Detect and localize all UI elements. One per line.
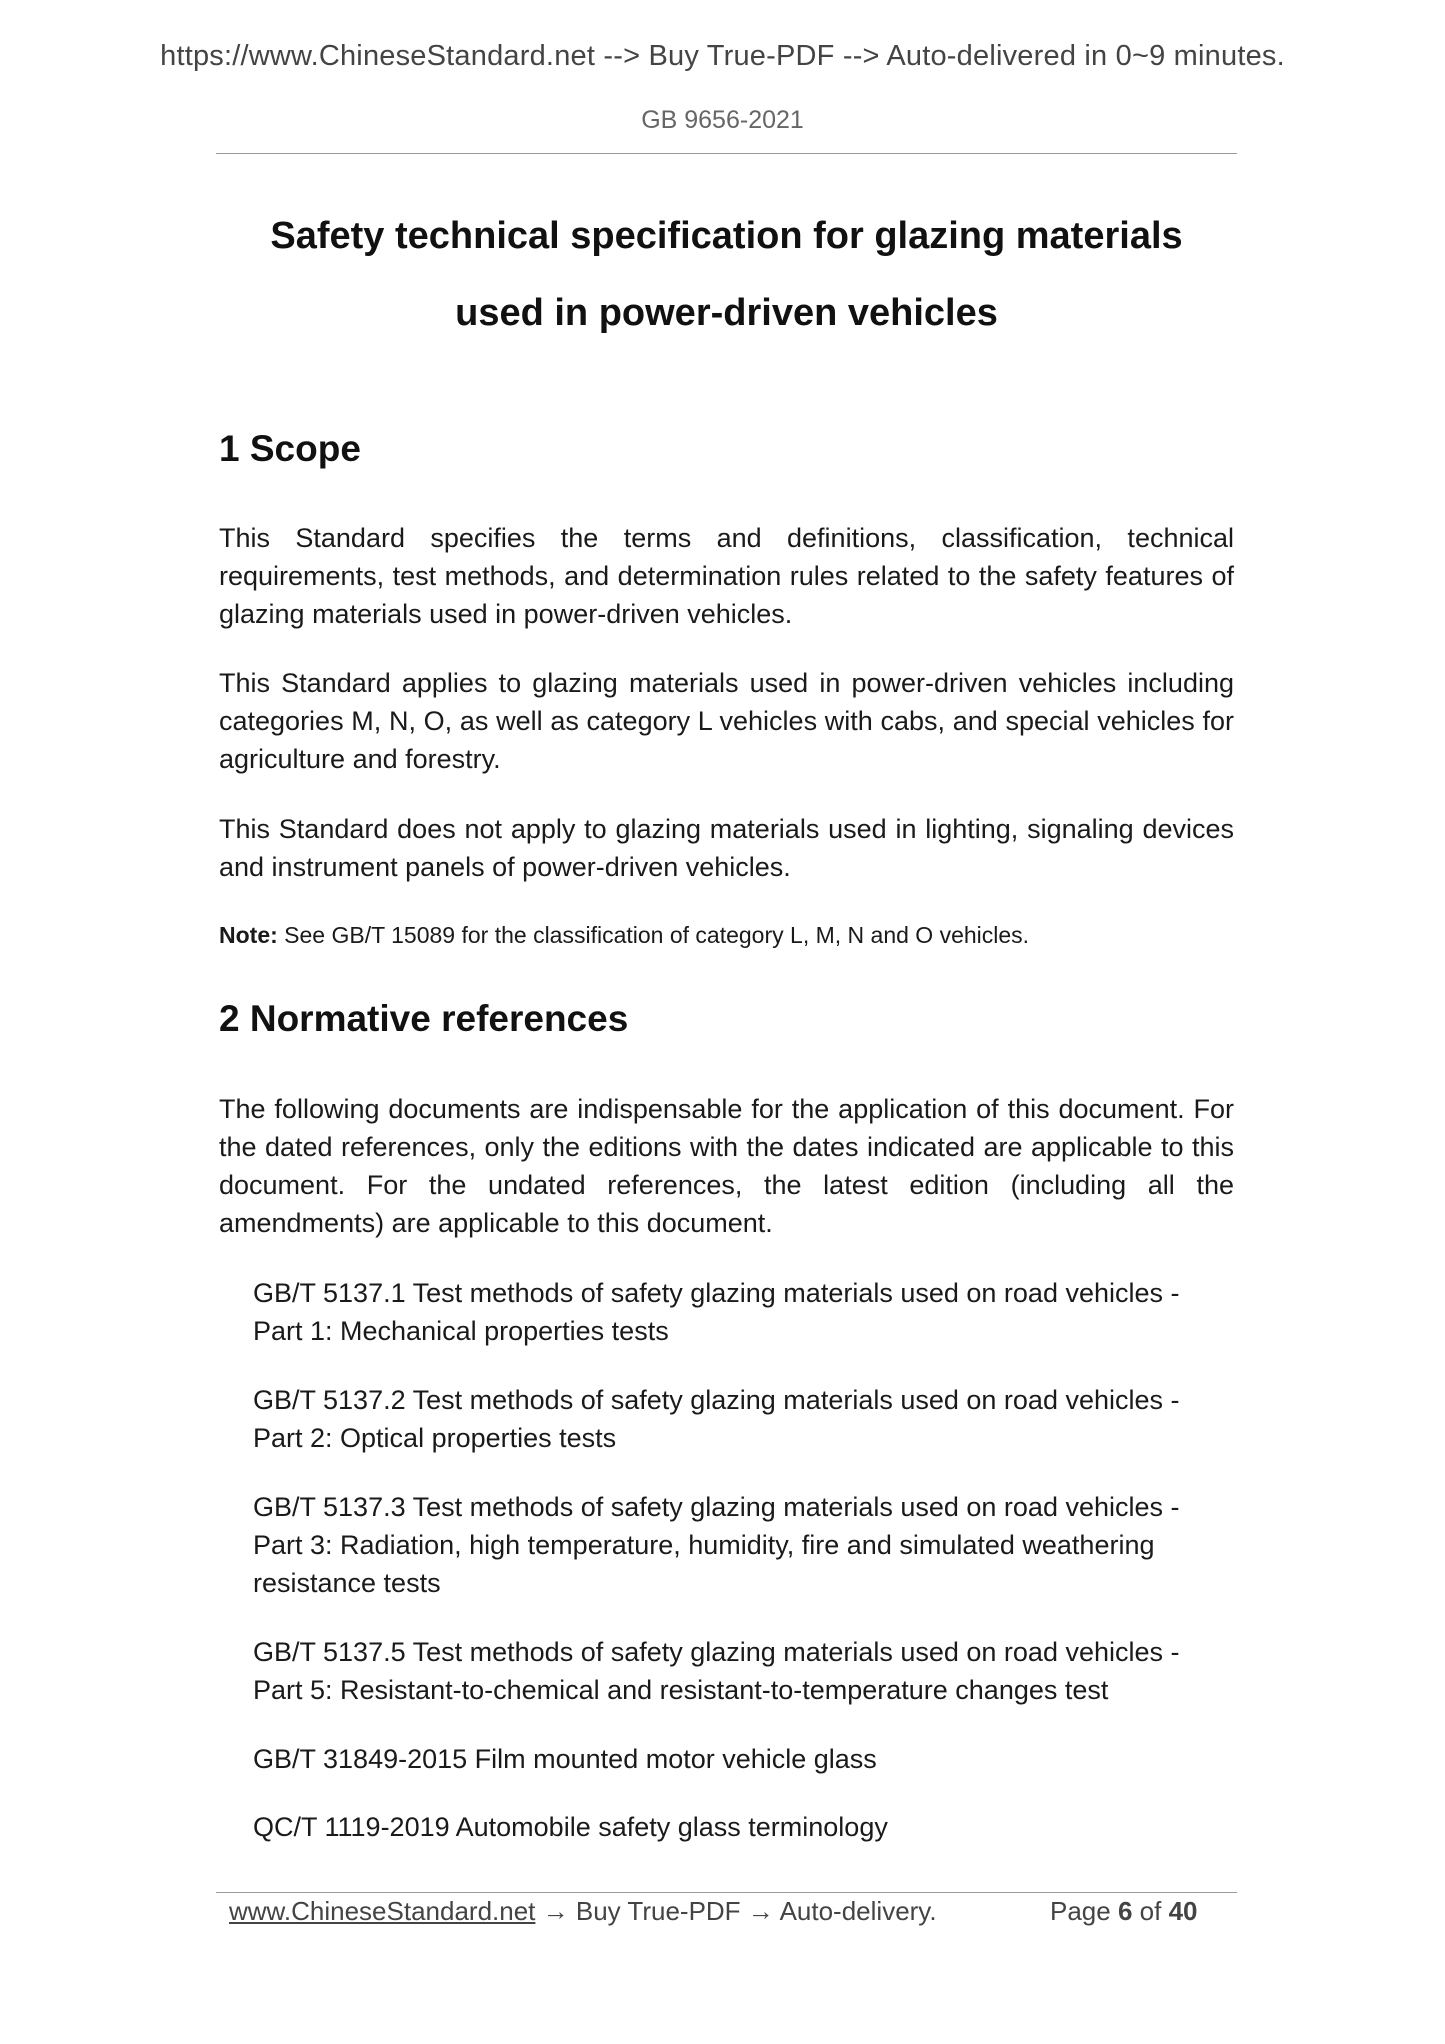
page-total: 40 [1168,1896,1198,1926]
reference-item: QC/T 1119-2019 Automobile safety glass terminology [253,1812,888,1842]
footer-promo-text: → Buy True-PDF → Auto-delivery. [535,1896,937,1926]
page-current: 6 [1117,1896,1133,1926]
scope-note [219,922,1029,949]
footer-site-link[interactable]: www.ChineseStandard.net [229,1896,536,1926]
header-divider [216,153,1237,154]
header-banner: https://www.ChineseStandard.net --> Buy True-PDF --> Auto-delivered in 0~9 minutes. [160,40,1285,72]
scope-paragraph-1: This Standard specifies the terms and definitions, classification, technical requirements, test methods, and determination rules related to the safety features of glazing materials used in power-driven vehicles. [219,523,1234,629]
reference-item: GB/T 5137.2 Test methods of safety glazing materials used on road vehicles - Part 2: Optical properties tests [253,1385,1180,1453]
document-title-line-1: Safety technical specification for glazing materials [270,215,1183,257]
references-intro: The following documents are indispensable for the application of this document. For the dated references, only the editions with the dates indicated are applicable to this document. For the undated references, the latest edition (including all the amendments) are applicable to this document. [219,1094,1234,1238]
footer-divider [216,1892,1237,1893]
reference-item: GB/T 31849-2015 Film mounted motor vehicle glass [253,1744,877,1774]
footer-promo [229,1896,937,1927]
section-heading-normative-references: 2 Normative references [219,998,629,1039]
scope-paragraph-2: This Standard applies to glazing materials used in power-driven vehicles including categories M, N, O, as well as category L vehicles with cabs, and special vehicles for agriculture and forestry. [219,668,1234,774]
page-label: Page [1050,1896,1111,1926]
note-text: See GB/T 15089 for the classification of category L, M, N and O vehicles. [277,922,1030,948]
reference-item: GB/T 5137.3 Test methods of safety glazing materials used on road vehicles - Part 3: Radiation, high temperature, humidity, fire and simulated weathering resistance tests [253,1492,1180,1598]
section-heading-scope: 1 Scope [219,428,361,469]
reference-item: GB/T 5137.1 Test methods of safety glazing materials used on road vehicles - Part 1: Mechanical properties tests [253,1278,1180,1346]
reference-item: GB/T 5137.5 Test methods of safety glazing materials used on road vehicles - Part 5: Resistant-to-chemical and resistant-to-temperature changes test [253,1637,1180,1705]
page-indicator [1050,1896,1198,1927]
page-of: of [1139,1896,1162,1926]
scope-paragraph-3: This Standard does not apply to glazing materials used in lighting, signaling devices and instrument panels of power-driven vehicles. [219,814,1234,882]
note-label: Note: [219,922,278,948]
document-title-line-2: used in power-driven vehicles [455,292,998,334]
document-number: GB 9656-2021 [641,106,804,134]
